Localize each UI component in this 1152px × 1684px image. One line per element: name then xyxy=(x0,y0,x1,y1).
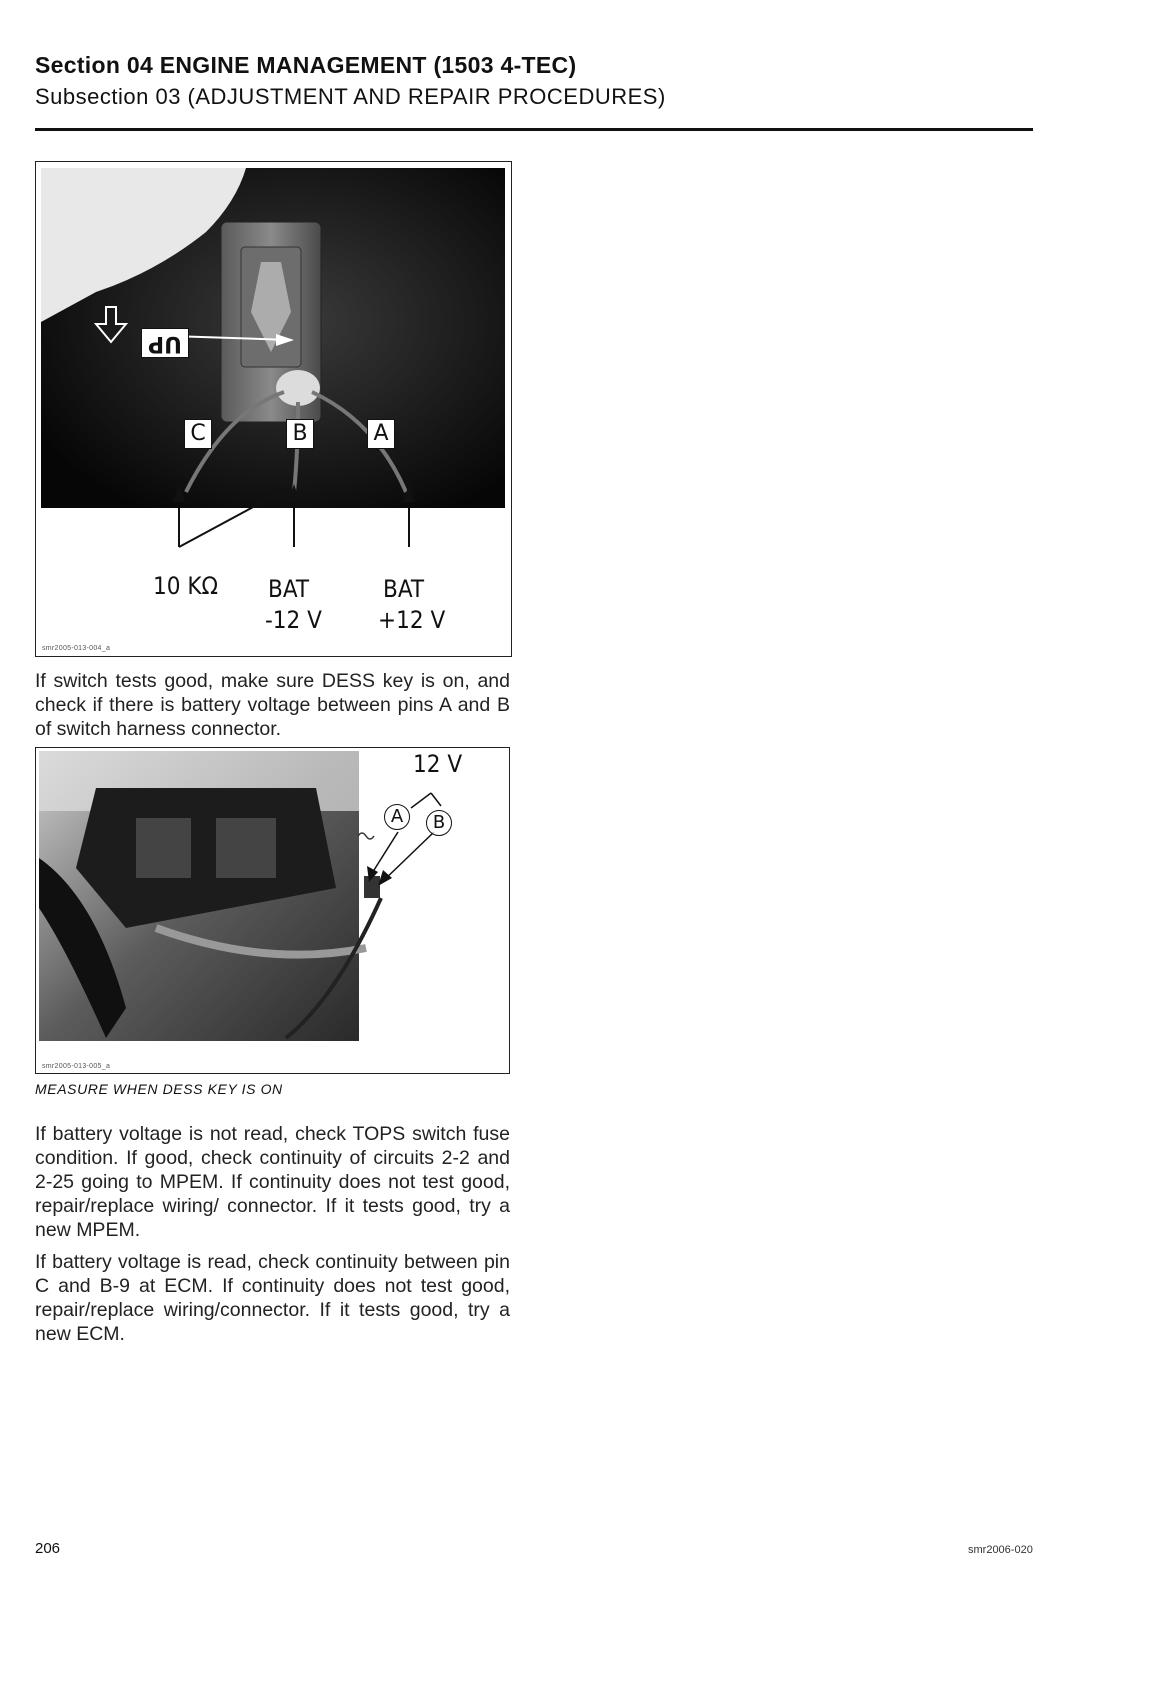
paragraph-2: If battery voltage is not read, check TOPS switch fuse condition. If good, check continuity of circuits 2-2 and 2-25 going to MPEM. If continuity does not test good, repair/replace wiring/ connector. If it tests good, try a new MPEM. xyxy=(35,1123,510,1241)
header-rule xyxy=(35,128,1033,131)
paragraph-3: If battery voltage is read, check continuity between pin C and B-9 at ECM. If continuity does not test good, repair/replace wiring/connector. If it tests good, try a new ECM. xyxy=(35,1251,510,1345)
ac-icon xyxy=(358,833,374,839)
document-code: smr2006-020 xyxy=(968,1544,1033,1556)
measure-illustration xyxy=(36,748,509,1073)
figure-caption: MEASURE WHEN DESS KEY IS ON xyxy=(35,1081,283,1097)
pin-a-circle: A xyxy=(384,804,410,830)
up-label: UP xyxy=(141,328,189,358)
switch-test-figure xyxy=(35,161,512,657)
page-number: 206 xyxy=(35,1540,61,1557)
pin-a-label: A xyxy=(367,419,395,449)
bat-plus-title: BAT xyxy=(383,575,425,603)
measure-figure xyxy=(35,747,510,1074)
pin-b-circle: B xyxy=(426,810,452,836)
pin-b-label: B xyxy=(286,419,314,449)
subsection-title: Subsection 03 (ADJUSTMENT AND REPAIR PROCEDURES) xyxy=(35,84,666,109)
bat-minus-title: BAT xyxy=(268,575,310,603)
section-title: Section 04 ENGINE MANAGEMENT (1503 4-TEC) xyxy=(35,52,577,78)
bat-plus-value: +12 V xyxy=(378,606,446,634)
resistance-label: 10 KΩ xyxy=(153,572,219,600)
figure2-code: smr2005-013-005_a xyxy=(42,1063,111,1070)
voltage-label: 12 V xyxy=(413,750,463,778)
pin-c-label: C xyxy=(184,419,212,449)
switch-connector xyxy=(276,370,320,406)
figure1-code: smr2005-013-004_a xyxy=(42,645,111,652)
bat-minus-value: -12 V xyxy=(265,606,322,634)
paragraph-1: If switch tests good, make sure DESS key is on, and check if there is battery voltage between pins A and B of switch harness connector. xyxy=(35,670,510,740)
harness-connector xyxy=(364,876,380,898)
